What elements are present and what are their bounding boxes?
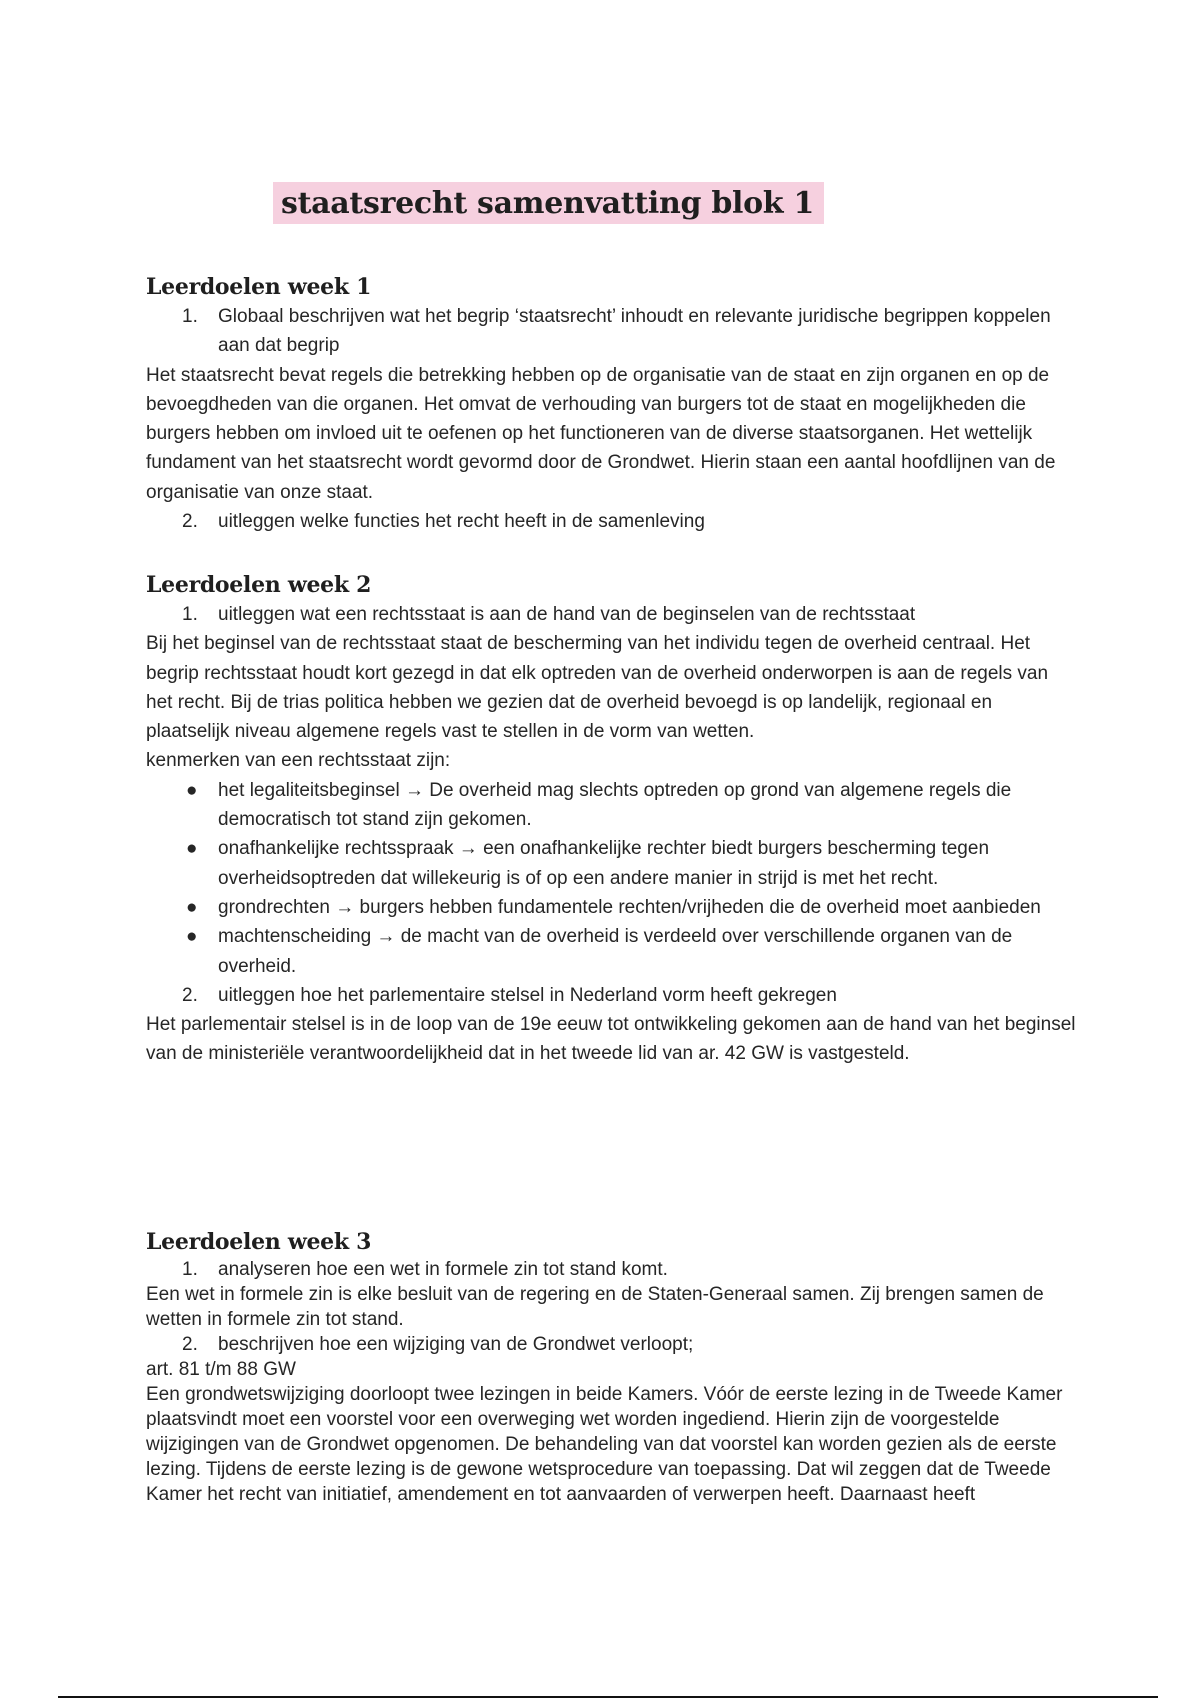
- list-number: 1.: [182, 604, 198, 625]
- heading-week-3: Leerdoelen week 3: [146, 1229, 372, 1255]
- week2-item-1-text: uitleggen wat een rechtsstaat is aan de hand van de beginselen van de rechtsstaat: [218, 604, 916, 625]
- week1-item-2-text: uitleggen welke functies het recht heeft in de samenleving: [218, 511, 705, 533]
- bullet-marker: ●: [186, 838, 198, 860]
- week2-list-item-1: [146, 600, 1076, 629]
- week1-list-item-2: [146, 507, 1076, 536]
- week3-paragraph-2: Een grondwetswijziging doorloopt twee lezingen in beide Kamers. Vóór de eerste lezing in de Tweede Kamer plaatsvindt moet een voorstel voor een overweging wet worden ingediend. Hierin zijn de voorgestelde wijzigingen van de Grondwet opgenomen. De behandeling van dat voorstel kan worden gezien als de eerste lezing. Tijdens de eerste lezing is de gewone wetsprocedure van toepassing. Dat wil zeggen dat de Tweede Kamer het recht van initiatief, amendement en tot aanvaarden of verwerpen heeft. Daarnaast heeft: [146, 1384, 1063, 1505]
- bullet-marker: ●: [186, 926, 198, 948]
- bullet-item: [146, 893, 1076, 922]
- list-number: 2.: [182, 1334, 198, 1355]
- week3-article-ref: art. 81 t/m 88 GW: [146, 1359, 296, 1380]
- title-wrap: [273, 182, 824, 224]
- week1-list-item-1: [146, 302, 1076, 361]
- week2-item-2-text: uitleggen hoe het parlementaire stelsel in Nederland vorm heeft gekregen: [218, 984, 837, 1006]
- bullet-text: het legaliteitsbeginsel → De overheid mag slechts optreden op grond van algemene regels die democratisch tot stand zijn gekomen.: [218, 779, 1012, 831]
- week2-paragraph: Bij het beginsel van de rechtsstaat staat de bescherming van het individu tegen de overheid centraal. Het begrip rechtsstaat houdt kort gezegd in dat elk optreden van de overheid onderworpen is aan de regels van het recht. Bij de trias politica hebben we gezien dat de overheid bevoegd is op landelijk, regionaal en plaatselijk niveau algemene regels vast te stellen in de vorm van wetten.: [146, 633, 1049, 743]
- section-week-2: [146, 570, 1076, 1069]
- week3-item-1-text: analyseren hoe een wet in formele zin tot stand komt.: [218, 1259, 668, 1280]
- section-week-1: [146, 272, 1076, 536]
- week3-list-item-2: [146, 1332, 1076, 1357]
- bullet-text: machtenscheiding → de macht van de overheid is verdeeld over verschillende organen van de overheid.: [218, 926, 1013, 977]
- list-number: 2.: [182, 511, 198, 533]
- bullet-item: [146, 834, 1076, 893]
- bullet-text: onafhankelijke rechtsspraak → een onafhankelijke rechter biedt burgers bescherming tegen overheidsoptreden dat willekeurig is of op een andere manier in strijd is met het recht.: [218, 838, 990, 889]
- week3-list-item-1: [146, 1257, 1076, 1282]
- bullet-marker: ●: [186, 896, 198, 918]
- bullet-item: [146, 776, 1076, 835]
- bullet-marker: ●: [186, 779, 198, 801]
- heading-week-2: Leerdoelen week 2: [146, 572, 372, 598]
- section-week-3: [146, 1227, 1076, 1507]
- list-number: 2.: [182, 984, 198, 1006]
- bullet-text: grondrechten → burgers hebben fundamentele rechten/vrijheden die de overheid moet aanbieden: [218, 896, 1041, 918]
- footer-rule: [58, 1696, 1158, 1698]
- page-title: staatsrecht samenvatting blok 1: [273, 182, 824, 224]
- week3-paragraph: Een wet in formele zin is elke besluit van de regering en de Staten-Generaal samen. Zij brengen samen de wetten in formele zin tot stand.: [146, 1284, 1044, 1330]
- bullet-item: [146, 922, 1076, 981]
- heading-week-1: Leerdoelen week 1: [146, 274, 372, 300]
- kenmerken-intro: kenmerken van een rechtsstaat zijn:: [146, 750, 451, 772]
- week1-paragraph: Het staatsrecht bevat regels die betrekking hebben op de organisatie van de staat en zijn organen en op de bevoegdheden van die organen. Het omvat de verhouding van burgers tot de staat en mogelijkheden die burgers hebben om invloed uit te oefenen op het functioneren van de diverse staatsorganen. Het wettelijk fundament van het staatsrecht wordt gevormd door de Grondwet. Hierin staan een aantal hoofdlijnen van de organisatie van onze staat.: [146, 364, 1056, 503]
- week3-item-2-text: beschrijven hoe een wijziging van de Grondwet verloopt;: [218, 1334, 694, 1355]
- week1-item-1-text: Globaal beschrijven wat het begrip ‘staatsrecht’ inhoudt en relevante juridische begrippen koppelen aan dat begrip: [218, 306, 1051, 357]
- week2-paragraph-2: Het parlementair stelsel is in de loop van de 19e eeuw tot ontwikkeling gekomen aan de hand van het beginsel van de ministeriële verantwoordelijkheid dat in het tweede lid van ar. 42 GW is vastgesteld.: [146, 1014, 1076, 1065]
- list-number: 1.: [182, 1259, 198, 1280]
- week2-list-item-2: [146, 981, 1076, 1010]
- list-number: 1.: [182, 306, 198, 327]
